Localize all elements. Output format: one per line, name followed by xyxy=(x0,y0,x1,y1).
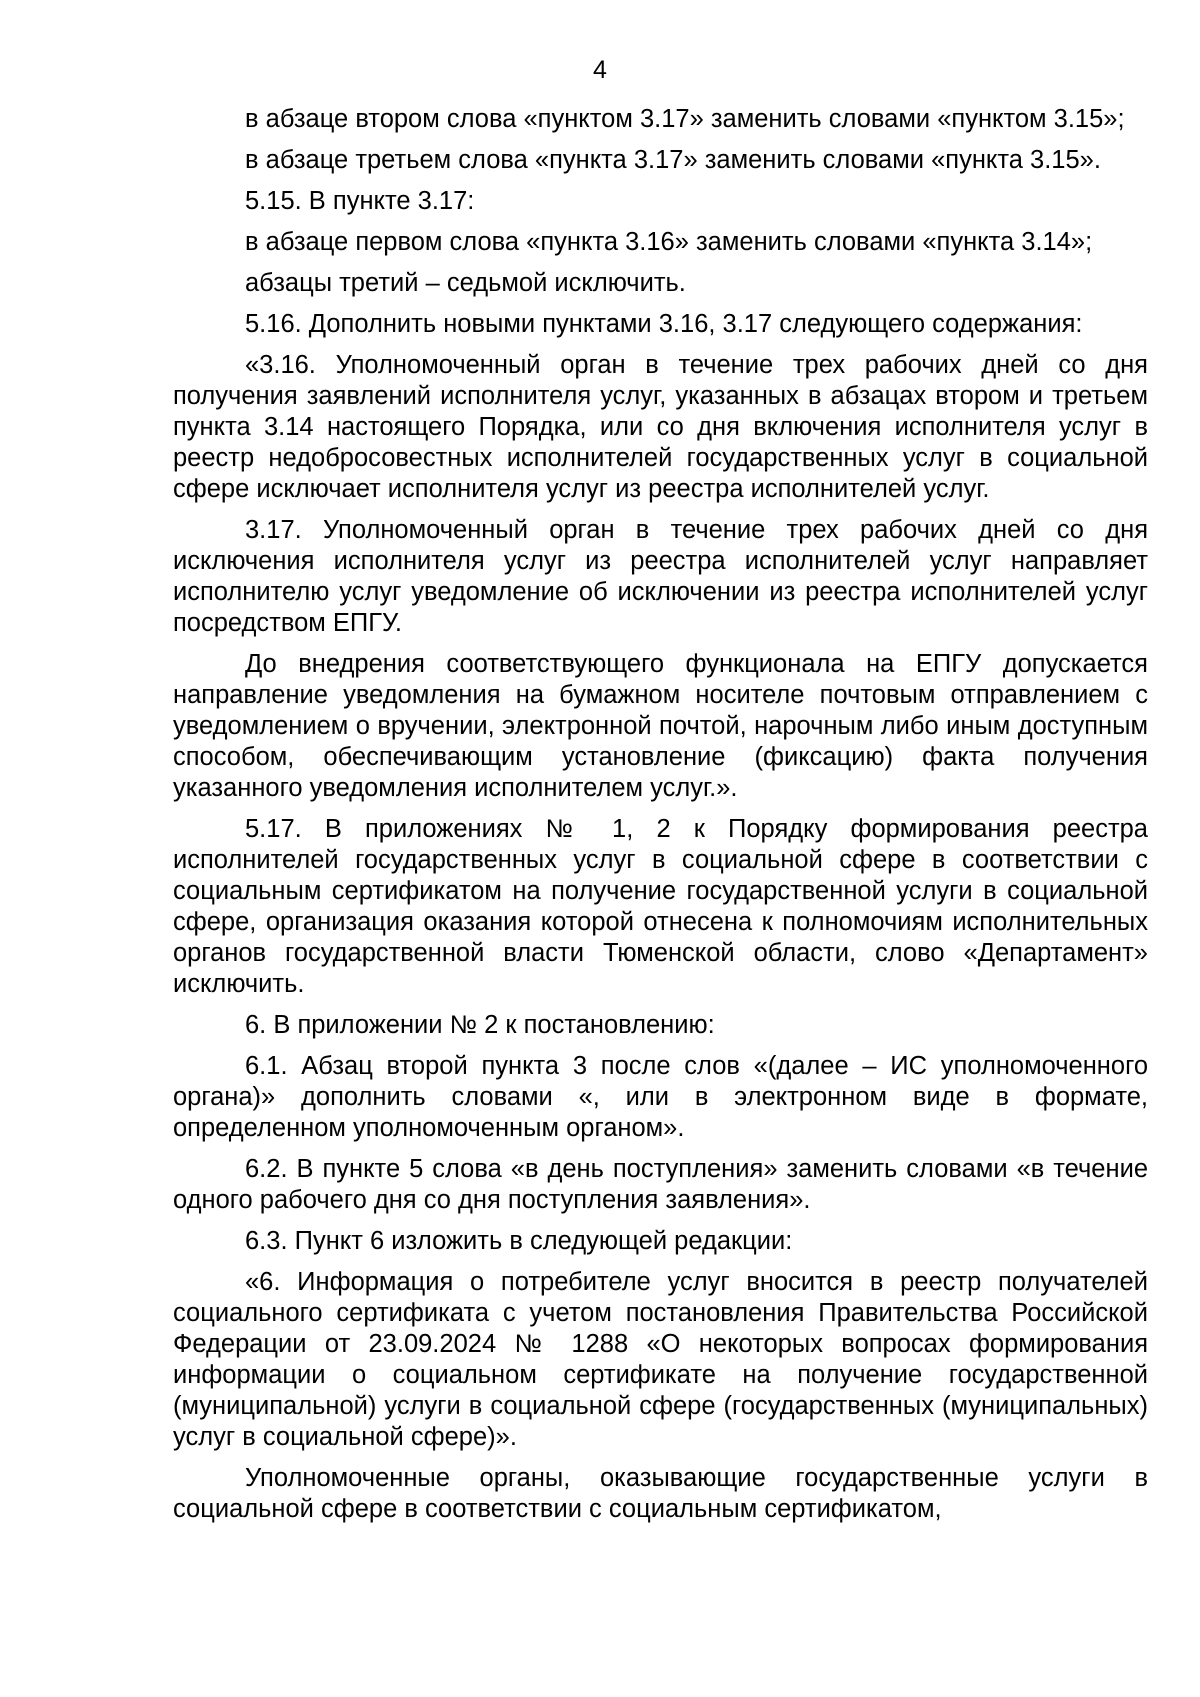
paragraph: 6.3. Пункт 6 изложить в следующей редакции: xyxy=(245,1227,793,1255)
paragraph: 6.1. Абзац второй пункта 3 после слов «(далее – ИС уполномоченного органа)» дополнить словами «, или в электронном виде в формате, определенном уполномоченным органом». xyxy=(173,1052,1148,1142)
paragraph: абзацы третий – седьмой исключить. xyxy=(245,269,686,297)
paragraph: 6. В приложении № 2 к постановлению: xyxy=(245,1011,715,1039)
paragraph: в абзаце первом слова «пункта 3.16» заменить словами «пункта 3.14»; xyxy=(245,228,1093,256)
paragraph: 5.16. Дополнить новыми пунктами 3.16, 3.17 следующего содержания: xyxy=(245,310,1083,338)
page-number: 4 xyxy=(593,56,607,84)
paragraph: 3.17. Уполномоченный орган в течение трех рабочих дней со дня исключения исполнителя услуг из реестра исполнителей услуг направляет исполнителю услуг уведомление об исключении из реестра исполнителей услуг посредством ЕПГУ. xyxy=(173,516,1148,637)
paragraph: «3.16. Уполномоченный орган в течение трех рабочих дней со дня получения заявлений исполнителя услуг, указанных в абзацах втором и третьем пункта 3.14 настоящего Порядка, или со дня включения исполнителя услуг в реестр недобросовестных исполнителей государственных услуг в социальной сфере исключает исполнителя услуг из реестра исполнителей услуг. xyxy=(173,351,1148,503)
paragraph: 6.2. В пункте 5 слова «в день поступления» заменить словами «в течение одного рабочего дня со дня поступления заявления». xyxy=(173,1155,1148,1214)
paragraph: «6. Информация о потребителе услуг вносится в реестр получателей социального сертификата с учетом постановления Правительства Российской Федерации от 23.09.2024 № 1288 «О некоторых вопросах формирования информации о социальном сертификате на получение государственной (муниципальной) услуги в социальной сфере (государственных (муниципальных) услуг в социальной сфере)». xyxy=(173,1268,1148,1451)
paragraph: 5.17. В приложениях № 1, 2 к Порядку формирования реестра исполнителей государственных услуг в социальной сфере в соответствии с социальным сертификатом на получение государственной услуги в социальной сфере, организация оказания которой отнесена к полномочиям исполнительных органов государственной власти Тюменской области, слово «Департамент» исключить. xyxy=(173,815,1148,998)
paragraph: Уполномоченные органы, оказывающие государственные услуги в социальной сфере в соответствии с социальным сертификатом, xyxy=(173,1464,1148,1523)
paragraph: в абзаце втором слова «пунктом 3.17» заменить словами «пунктом 3.15»; xyxy=(245,105,1125,133)
paragraph: До внедрения соответствующего функционала на ЕПГУ допускается направление уведомления на бумажном носителе почтовым отправлением с уведомлением о вручении, электронной почтой, нарочным либо иным доступным способом, обеспечивающим установление (фиксацию) факта получения указанного уведомления исполнителем услуг.». xyxy=(173,650,1148,802)
paragraph: в абзаце третьем слова «пункта 3.17» заменить словами «пункта 3.15». xyxy=(245,146,1101,174)
paragraph: 5.15. В пункте 3.17: xyxy=(245,187,475,215)
document-body xyxy=(173,104,1148,1535)
